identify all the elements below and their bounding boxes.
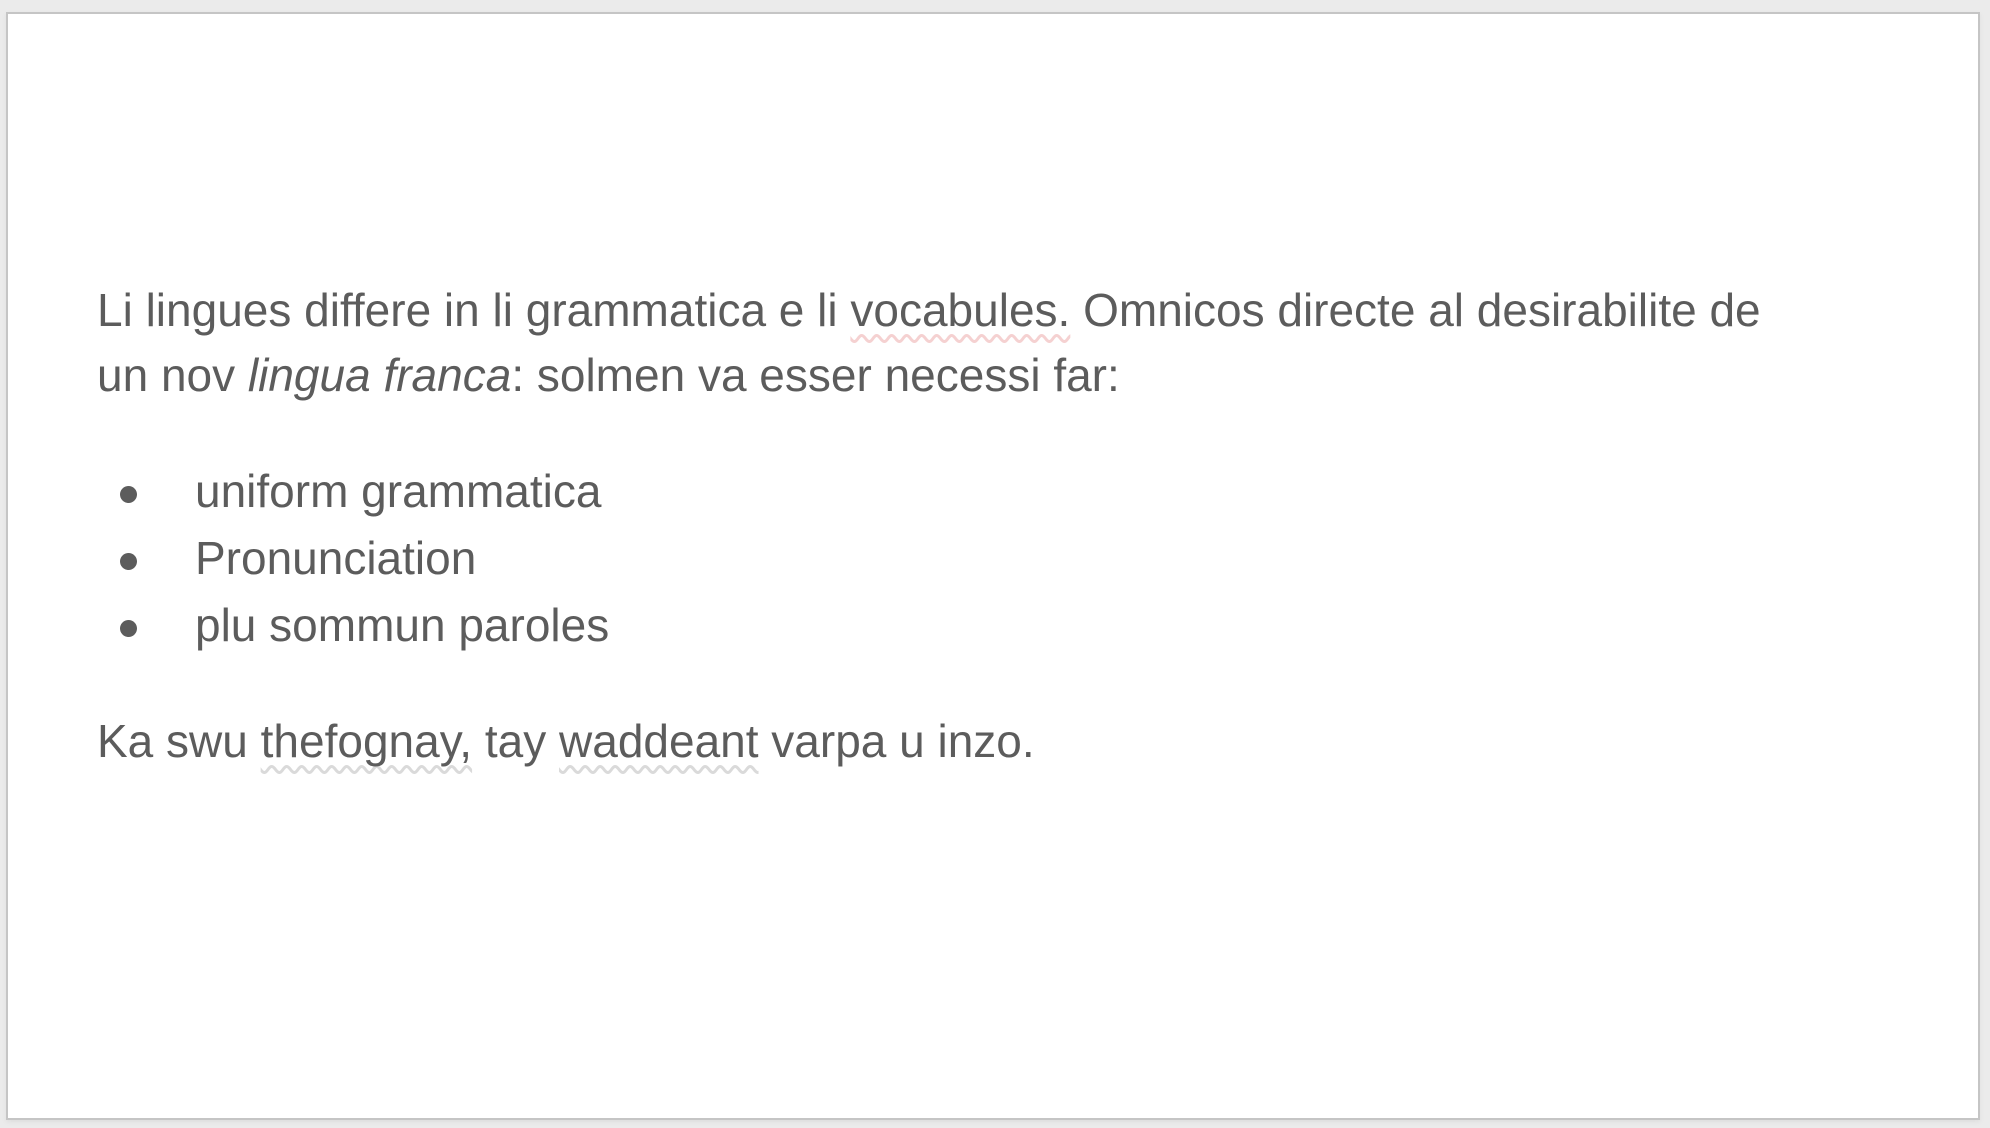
list-item-label: Pronunciation — [195, 532, 477, 584]
list-item — [195, 525, 1942, 592]
bullet-icon — [120, 620, 137, 637]
paragraph-intro — [97, 278, 1942, 408]
misspelled-word-waddeant: waddeant — [559, 715, 759, 767]
text-run: : solmen va esser necessi far: — [511, 349, 1120, 401]
text-run: varpa u inzo. — [758, 715, 1035, 767]
bullet-icon — [120, 486, 137, 503]
slide-body-text-box[interactable] — [97, 278, 1942, 774]
bullet-icon — [120, 553, 137, 570]
misspelled-word-vocabules: vocabules. — [850, 284, 1071, 336]
list-item-label: plu sommun paroles — [195, 599, 610, 651]
text-run: Omnicos directe al desirabilite de — [1070, 284, 1761, 336]
list-item — [195, 592, 1942, 659]
text-run: tay — [472, 715, 560, 767]
italic-phrase-lingua-franca: lingua franca — [247, 349, 512, 401]
misspelled-word-thefognay: thefognay, — [260, 715, 473, 767]
bullet-list — [97, 458, 1942, 659]
paragraph-closing — [97, 709, 1942, 774]
text-run: un nov — [97, 349, 248, 401]
list-item — [195, 458, 1942, 525]
text-run: Ka swu — [97, 715, 261, 767]
list-item-label: uniform grammatica — [195, 465, 602, 517]
presentation-slide[interactable] — [6, 12, 1980, 1120]
text-run: Li lingues differe in li grammatica e li — [97, 284, 851, 336]
